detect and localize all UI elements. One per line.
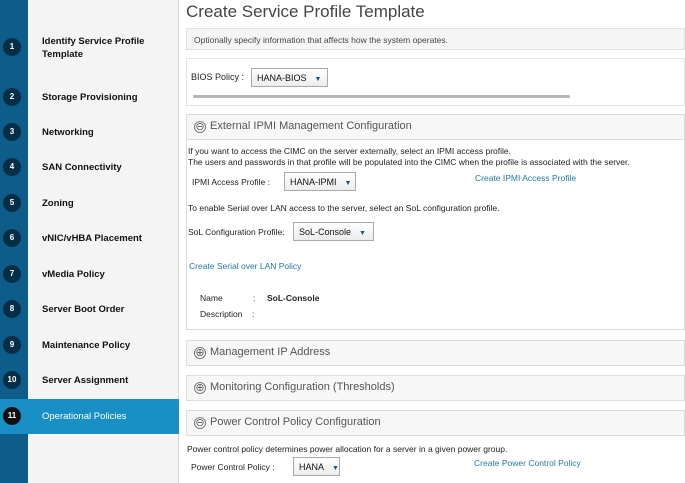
bios-policy-value: HANA-BIOS: [257, 73, 307, 83]
create-sol-policy-link[interactable]: Create Serial over LAN Policy: [189, 261, 302, 271]
step-number: 2: [3, 88, 21, 106]
sol-config-profile-label: SoL Configuration Profile:: [188, 227, 285, 237]
page-title: Create Service Profile Template: [186, 2, 425, 21]
step-label: Server Boot Order: [42, 304, 125, 315]
wizard-sidebar: [0, 0, 179, 483]
step-number: 8: [3, 300, 21, 318]
step-storage-provisioning[interactable]: [0, 80, 179, 115]
chevron-down-icon: ▼: [332, 465, 339, 472]
bios-policy-label: BIOS Policy :: [191, 72, 245, 82]
step-number: 11: [3, 407, 21, 425]
name-label: Name: [200, 293, 223, 303]
step-server-boot-order[interactable]: [0, 292, 179, 327]
chevron-down-icon: ▼: [359, 230, 366, 237]
step-vnic-vhba-placement[interactable]: [0, 221, 179, 256]
ipmi-description-2: The users and passwords in that profile will be populated into the CIMC when the profile is associated with the server.: [188, 157, 630, 167]
power-control-policy-label: Power Control Policy :: [191, 462, 275, 472]
step-server-assignment[interactable]: [0, 363, 179, 398]
create-ipmi-access-profile-link[interactable]: Create IPMI Access Profile: [475, 173, 577, 183]
ipmi-section-header[interactable]: [186, 114, 685, 140]
collapse-icon[interactable]: ⊖: [195, 121, 205, 133]
ipmi-access-profile-value: HANA-IPMI: [290, 177, 337, 187]
sol-config-profile-select[interactable]: [293, 222, 374, 241]
bios-section: [186, 58, 685, 106]
management-ip-section-title: Management IP Address: [210, 346, 331, 358]
step-label: Operational Policies: [42, 411, 127, 422]
chevron-down-icon: ▼: [314, 76, 322, 83]
management-ip-section-header[interactable]: [186, 340, 685, 366]
step-identify-service-profile-template[interactable]: [0, 30, 179, 65]
step-number: 6: [3, 229, 21, 247]
collapse-icon[interactable]: ⊖: [195, 417, 205, 429]
step-label: SAN Connectivity: [42, 162, 122, 173]
step-number: 3: [3, 123, 21, 141]
description-separator: :: [252, 309, 255, 319]
hint-bar: Optionally specify information that affects how the system operates.: [186, 28, 685, 50]
main-panel: [180, 0, 685, 483]
power-control-section-title: Power Control Policy Configuration: [210, 416, 381, 428]
sol-config-profile-value: SoL-Console: [299, 227, 352, 237]
step-label: Server Assignment: [42, 375, 129, 386]
power-control-section-header[interactable]: [186, 410, 685, 436]
description-label: Description: [200, 309, 243, 319]
monitoring-section-title: Monitoring Configuration (Thresholds): [210, 381, 395, 393]
power-control-policy-value: HANA: [299, 462, 325, 472]
ipmi-description-1: If you want to access the CIMC on the server externally, select an IPMI access profile.: [188, 146, 511, 156]
step-label: Zoning: [42, 198, 74, 209]
step-number: 4: [3, 158, 21, 176]
ipmi-access-profile-label: IPMI Access Profile :: [192, 177, 270, 187]
power-control-description: Power control policy determines power allocation for a server in a given power group.: [187, 444, 508, 454]
step-number: 10: [3, 371, 21, 389]
chevron-down-icon: ▼: [344, 180, 352, 187]
step-label: vNIC/vHBA Placement: [42, 233, 142, 244]
step-label: vMedia Policy: [42, 269, 105, 280]
step-label: Identify Service Profile Template: [42, 35, 145, 60]
expand-icon[interactable]: ⊕: [195, 347, 205, 359]
step-number: 9: [3, 336, 21, 354]
step-san-connectivity[interactable]: [0, 150, 179, 185]
bios-policy-select[interactable]: [251, 68, 328, 87]
step-label: Storage Provisioning: [42, 92, 138, 103]
power-control-policy-select[interactable]: [293, 457, 340, 476]
step-label: Maintenance Policy: [42, 340, 131, 351]
horizontal-scrollbar[interactable]: [193, 95, 570, 98]
ipmi-section-title: External IPMI Management Configuration: [210, 120, 412, 132]
step-number: 1: [3, 38, 21, 56]
name-separator: :: [253, 293, 256, 303]
step-operational-policies[interactable]: [0, 399, 179, 434]
sol-description: To enable Serial over LAN access to the server, select an SoL configuration profile.: [188, 203, 500, 213]
name-value: SoL-Console: [267, 293, 320, 303]
monitoring-section-header[interactable]: [186, 375, 685, 401]
step-vmedia-policy[interactable]: [0, 257, 179, 292]
ipmi-section-body: [186, 140, 685, 330]
create-power-control-policy-link[interactable]: Create Power Control Policy: [474, 458, 581, 468]
step-number: 5: [3, 194, 21, 212]
step-number: 7: [3, 265, 21, 283]
step-label: Networking: [42, 127, 94, 138]
step-zoning[interactable]: [0, 186, 179, 221]
expand-icon[interactable]: ⊕: [195, 382, 205, 394]
ipmi-access-profile-select[interactable]: [284, 172, 356, 191]
step-maintenance-policy[interactable]: [0, 328, 179, 363]
step-networking[interactable]: [0, 115, 179, 150]
